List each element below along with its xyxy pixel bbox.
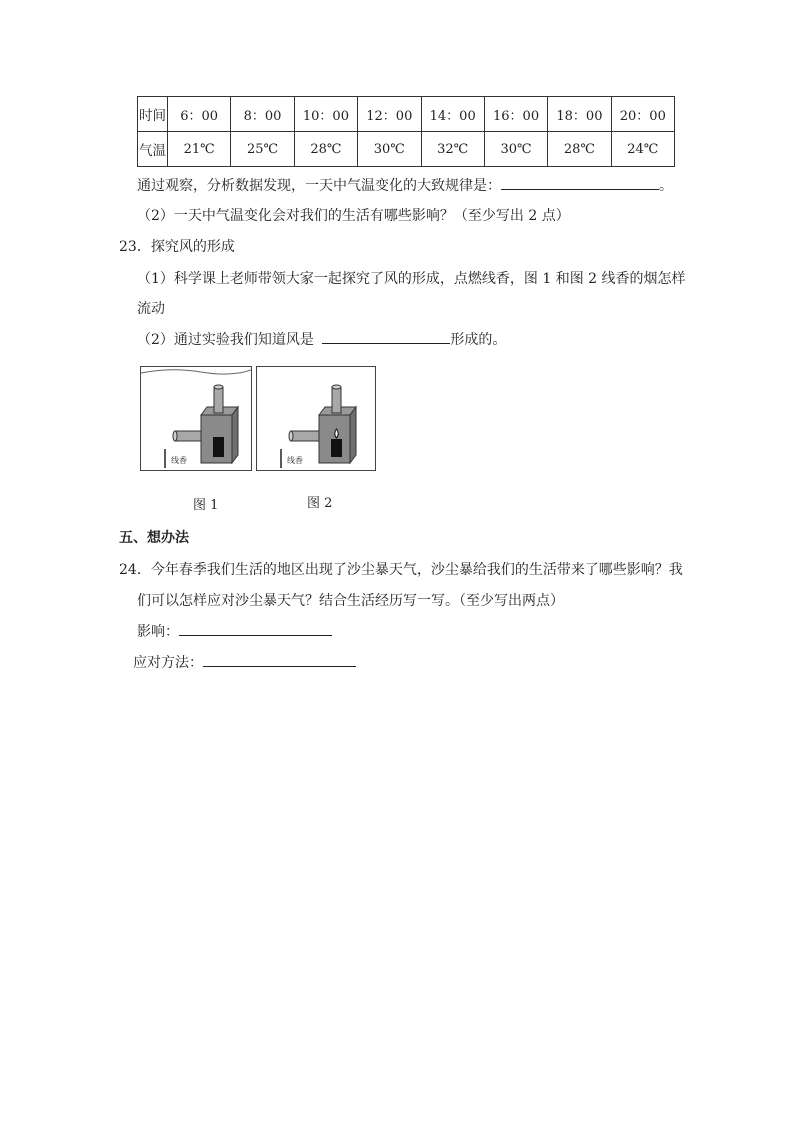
q22-observe-text: 通过观察，分析数据发现，一天中气温变化的大致规律是： bbox=[137, 178, 501, 194]
table-cell: 16：00 bbox=[484, 97, 547, 132]
figure-1 bbox=[140, 366, 252, 471]
q22-observe-end: 。 bbox=[659, 178, 673, 194]
q23-part1-line2: 流动 bbox=[137, 301, 165, 317]
table-cell: 8：00 bbox=[231, 97, 294, 132]
table-cell: 28℃ bbox=[548, 132, 611, 167]
table-cell: 6：00 bbox=[168, 97, 231, 132]
section-title: 五、想办法 bbox=[119, 530, 189, 546]
smoke-box-illustration-2 bbox=[257, 367, 375, 470]
table-header-time: 时间 bbox=[138, 97, 168, 132]
answer-blank[interactable] bbox=[322, 331, 450, 344]
table-cell: 24℃ bbox=[611, 132, 674, 167]
table-cell: 21℃ bbox=[168, 132, 231, 167]
q22-observe-line bbox=[137, 175, 673, 195]
q23-part2-line bbox=[137, 329, 506, 349]
temperature-table bbox=[137, 96, 675, 167]
table-header-temp: 气温 bbox=[138, 132, 168, 167]
smoke-box-illustration-1 bbox=[141, 367, 251, 470]
figure-2 bbox=[256, 366, 376, 471]
impact-label: 影响： bbox=[137, 624, 179, 640]
table-cell: 20：00 bbox=[611, 97, 674, 132]
q24-method-line bbox=[133, 652, 356, 672]
incense-label-1: 线香 bbox=[171, 456, 187, 465]
q24-line2: 们可以怎样应对沙尘暴天气？结合生活经历写一写。（至少写出两点） bbox=[137, 593, 564, 609]
table-cell: 14：00 bbox=[421, 97, 484, 132]
table-cell: 28℃ bbox=[294, 132, 357, 167]
impact-answer-blank[interactable] bbox=[179, 623, 332, 636]
figure-1-caption: 图 1 bbox=[193, 498, 219, 513]
q24-impact-line bbox=[137, 621, 332, 641]
answer-blank[interactable] bbox=[501, 177, 659, 190]
table-cell: 30℃ bbox=[484, 132, 547, 167]
method-label: 应对方法： bbox=[133, 655, 203, 671]
q22-part2: （2）一天中气温变化会对我们的生活有哪些影响？（至少写出 2 点） bbox=[137, 208, 570, 224]
q23-part2-prefix: （2）通过实验我们知道风是 bbox=[137, 332, 314, 348]
q24-line1: 24．今年春季我们生活的地区出现了沙尘暴天气，沙尘暴给我们的生活带来了哪些影响？我 bbox=[119, 562, 683, 578]
table-cell: 32℃ bbox=[421, 132, 484, 167]
table-row-temp bbox=[138, 132, 675, 167]
incense-label-2: 线香 bbox=[287, 456, 303, 465]
table-cell: 12：00 bbox=[358, 97, 421, 132]
table-row-time bbox=[138, 97, 675, 132]
figure-2-caption: 图 2 bbox=[307, 496, 333, 511]
table-cell: 10：00 bbox=[294, 97, 357, 132]
q23-part1-line1: （1）科学课上老师带领大家一起探究了风的形成，点燃线香，图 1 和图 2 线香的烟怎样 bbox=[137, 271, 686, 287]
table-cell: 30℃ bbox=[358, 132, 421, 167]
table-cell: 18：00 bbox=[548, 97, 611, 132]
table-cell: 25℃ bbox=[231, 132, 294, 167]
q23-title: 23．探究风的形成 bbox=[119, 239, 235, 255]
method-answer-blank[interactable] bbox=[203, 654, 356, 667]
q23-part2-suffix: 形成的。 bbox=[450, 332, 507, 348]
